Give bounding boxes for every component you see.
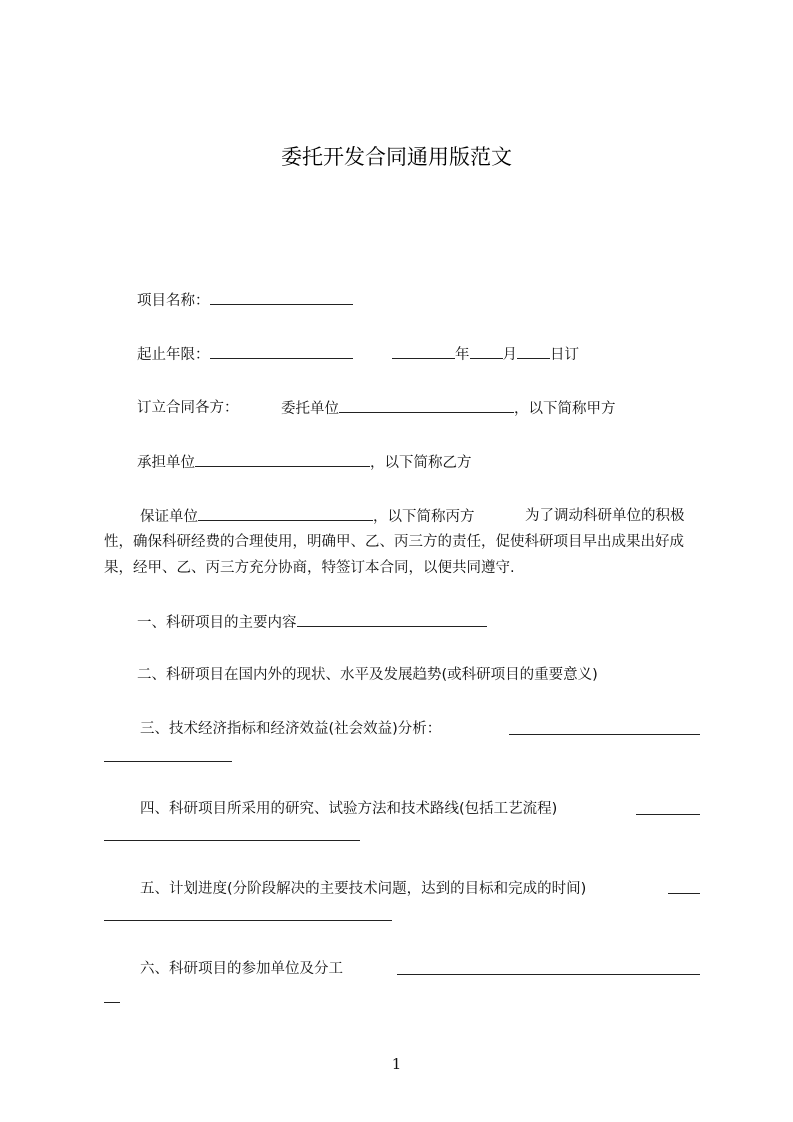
document-title: 委托开发合同通用版范文 bbox=[281, 145, 512, 169]
section-1-blank[interactable] bbox=[297, 612, 487, 627]
intro-paragraph: 性，确保科研经费的合理使用，明确甲、乙、丙三方的责任，促使科研项目早出成果出好成果，经甲、乙、丙三方充分协商，特签订本合同，以便共同遵守. bbox=[104, 534, 684, 576]
section-6-blank-b[interactable] bbox=[104, 1002, 120, 1003]
period-blank[interactable] bbox=[210, 344, 353, 359]
client-suffix: ，以下简称甲方 bbox=[514, 401, 616, 417]
day-blank[interactable] bbox=[517, 344, 550, 359]
period-row bbox=[137, 344, 353, 365]
contractor-suffix: ，以下简称乙方 bbox=[370, 455, 472, 471]
guarantor-unit-blank[interactable] bbox=[198, 506, 373, 521]
section-3-heading: 三、技术经济指标和经济效益(社会效益)分析： bbox=[140, 721, 442, 737]
page-number: 1 bbox=[391, 1055, 402, 1073]
client-row bbox=[281, 398, 616, 419]
day-label: 日订 bbox=[550, 347, 579, 363]
guarantor-row bbox=[140, 506, 475, 527]
section-1-heading: 一、科研项目的主要内容 bbox=[137, 615, 297, 631]
signing-date-row bbox=[392, 344, 579, 365]
section-4-blank-a[interactable] bbox=[636, 814, 700, 815]
guarantor-unit-label: 保证单位 bbox=[140, 509, 198, 525]
contractor-row bbox=[137, 452, 472, 473]
section-1-row bbox=[137, 612, 487, 633]
section-3-blank-b[interactable] bbox=[104, 761, 232, 762]
section-5-heading: 五、计划进度(分阶段解决的主要技术问题，达到的目标和完成的时间) bbox=[140, 881, 587, 897]
year-blank[interactable] bbox=[392, 344, 455, 359]
contractor-unit-label: 承担单位 bbox=[137, 455, 195, 471]
client-unit-label: 委托单位 bbox=[281, 401, 339, 417]
project-name-blank[interactable] bbox=[210, 290, 353, 305]
section-6-blank-a[interactable] bbox=[397, 974, 700, 975]
section-4-blank-b[interactable] bbox=[104, 840, 360, 841]
contractor-unit-blank[interactable] bbox=[195, 452, 370, 467]
section-2-heading: 二、科研项目在国内外的现状、水平及发展趋势(或科研项目的重要意义) bbox=[137, 667, 598, 683]
section-6-heading: 六、科研项目的参加单位及分工 bbox=[140, 961, 343, 977]
guarantor-suffix: ，以下简称丙方 bbox=[373, 509, 475, 525]
section-4-heading: 四、科研项目所采用的研究、试验方法和技术路线(包括工艺流程) bbox=[140, 801, 558, 817]
client-unit-blank[interactable] bbox=[339, 398, 514, 413]
year-label: 年 bbox=[455, 347, 470, 363]
intro-start: 为了调动科研单位的积极 bbox=[525, 508, 685, 524]
month-blank[interactable] bbox=[470, 344, 503, 359]
section-3-blank-a[interactable] bbox=[509, 734, 700, 735]
project-name-row bbox=[137, 290, 353, 311]
section-5-blank-b[interactable] bbox=[104, 920, 392, 921]
period-label: 起止年限： bbox=[137, 347, 210, 363]
project-name-label: 项目名称： bbox=[137, 293, 210, 309]
parties-label: 订立合同各方： bbox=[137, 400, 239, 416]
section-5-blank-a[interactable] bbox=[668, 893, 700, 894]
month-label: 月 bbox=[502, 347, 517, 363]
